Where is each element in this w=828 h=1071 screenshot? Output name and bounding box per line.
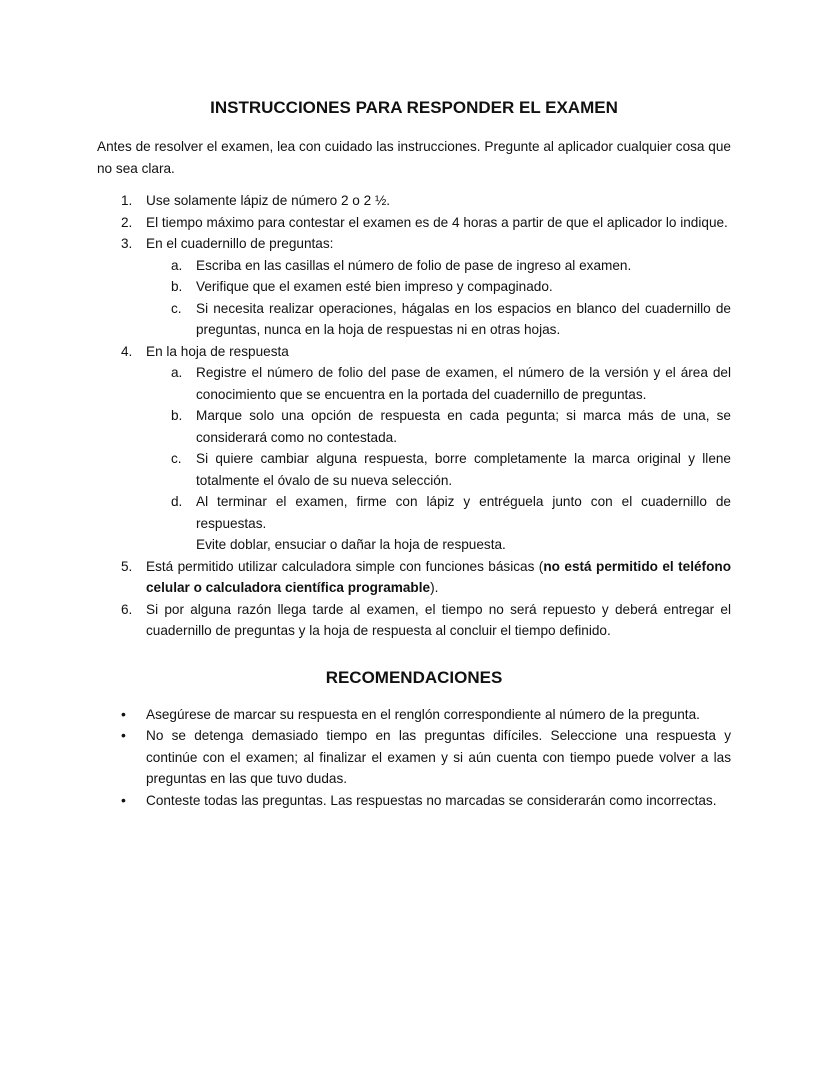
sub-list-item: [97, 534, 731, 556]
sub-list-item: [97, 276, 731, 298]
intro-paragraph: Antes de resolver el examen, lea con cuidado las instrucciones. Pregunte al aplicador cualquier cosa que no sea clara.: [97, 139, 731, 176]
list-item: [97, 341, 731, 363]
bullet-icon: •: [121, 727, 126, 743]
sub-list-item: [97, 491, 731, 534]
item-number: 6.: [121, 601, 133, 617]
list-item: [97, 190, 731, 212]
sub-item-text: Si necesita realizar operaciones, hágalas en los espacios en blanco del cuadernillo de preguntas, nunca en la hoja de respuestas ni en otras hojas.: [196, 300, 731, 337]
sub-item-text: Evite doblar, ensuciar o dañar la hoja de respuesta.: [196, 537, 506, 552]
sub-item-text: Escriba en las casillas el número de folio de pase de ingreso al examen.: [196, 257, 632, 273]
item-text: El tiempo máximo para contestar el examen es de 4 horas a partir de que el aplicador lo indique.: [146, 214, 728, 230]
bullet-icon: •: [121, 791, 126, 808]
recommendation-item: [97, 725, 731, 790]
item-number: 4.: [121, 343, 133, 359]
sub-item-letter: b.: [171, 279, 183, 294]
item-text: Use solamente lápiz de número 2 o 2 ½.: [146, 193, 391, 208]
sub-list-item: [97, 448, 731, 491]
item-number: 3.: [121, 236, 133, 251]
recommendation-item: [97, 704, 731, 726]
sub-item-text: Marque solo una opción de respuesta en cada pegunta; si marca más de una, se considerará como no contestada.: [196, 408, 731, 445]
sub-item-letter: a.: [171, 365, 183, 380]
item-number: 1.: [121, 193, 133, 208]
recommendations-title: RECOMENDACIONES: [325, 667, 503, 687]
sub-list-item: [97, 255, 731, 277]
sub-list-item: [97, 362, 731, 405]
sub-item-letter: d.: [171, 494, 183, 509]
sub-item-text: Registre el número de folio del pase de examen, el número de la versión y el área del conocimiento que se encuentra en la portada del cuadernillo de preguntas.: [196, 365, 731, 402]
sub-item-text: Al terminar el examen, firme con lápiz y entréguela junto con el cuadernillo de respuestas.: [196, 494, 731, 531]
sub-list-item: [97, 298, 731, 341]
item-text: Está permitido utilizar calculadora simple con funciones básicas (: [146, 558, 544, 574]
sub-list-item: [97, 405, 731, 448]
bullet-icon: •: [121, 705, 126, 722]
list-item: [97, 233, 731, 255]
list-item: [97, 556, 731, 599]
sub-item-letter: a.: [171, 257, 183, 273]
recommendation-text: Conteste todas las preguntas. Las respuestas no marcadas se considerarán como incorrectas.: [146, 792, 717, 808]
sub-item-letter: b.: [171, 408, 183, 423]
list-item: [97, 212, 731, 234]
page-title: INSTRUCCIONES PARA RESPONDER EL EXAMEN: [210, 98, 618, 117]
recommendation-item: [97, 790, 731, 812]
document-page: [97, 96, 731, 811]
sub-item-letter: c.: [171, 451, 182, 466]
item-text: En la hoja de respuesta: [146, 343, 289, 359]
sub-item-text: Verifique que el examen esté bien impreso y compaginado.: [196, 279, 553, 294]
item-number: 2.: [121, 214, 133, 230]
recommendations-list: [97, 704, 731, 812]
recommendation-text: Asegúrese de marcar su respuesta en el renglón correspondiente al número de la pregunta.: [146, 706, 700, 722]
item-text: En el cuadernillo de preguntas:: [146, 236, 334, 251]
sub-item-letter: c.: [171, 300, 182, 316]
item-text-after: ).: [430, 580, 439, 595]
item-number: 5.: [121, 558, 133, 574]
instructions-list: [97, 190, 731, 642]
sub-item-text: Si quiere cambiar alguna respuesta, borre completamente la marca original y llene totalmente el óvalo de su nueva selección.: [196, 451, 731, 488]
list-item: [97, 599, 731, 642]
item-bold-text: no está permitido el teléfono celular o calculadora científica programable: [146, 558, 731, 595]
item-text: Si por alguna razón llega tarde al examen, el tiempo no será repuesto y deberá entregar el cuadernillo de preguntas y la hoja de respuesta al concluir el tiempo definido.: [146, 601, 731, 638]
recommendation-text: No se detenga demasiado tiempo en las preguntas difíciles. Seleccione una respuesta y continúe con el examen; al finalizar el examen y si aún cuenta con tiempo puede volver a las preguntas en las que tuvo dudas.: [146, 728, 731, 786]
